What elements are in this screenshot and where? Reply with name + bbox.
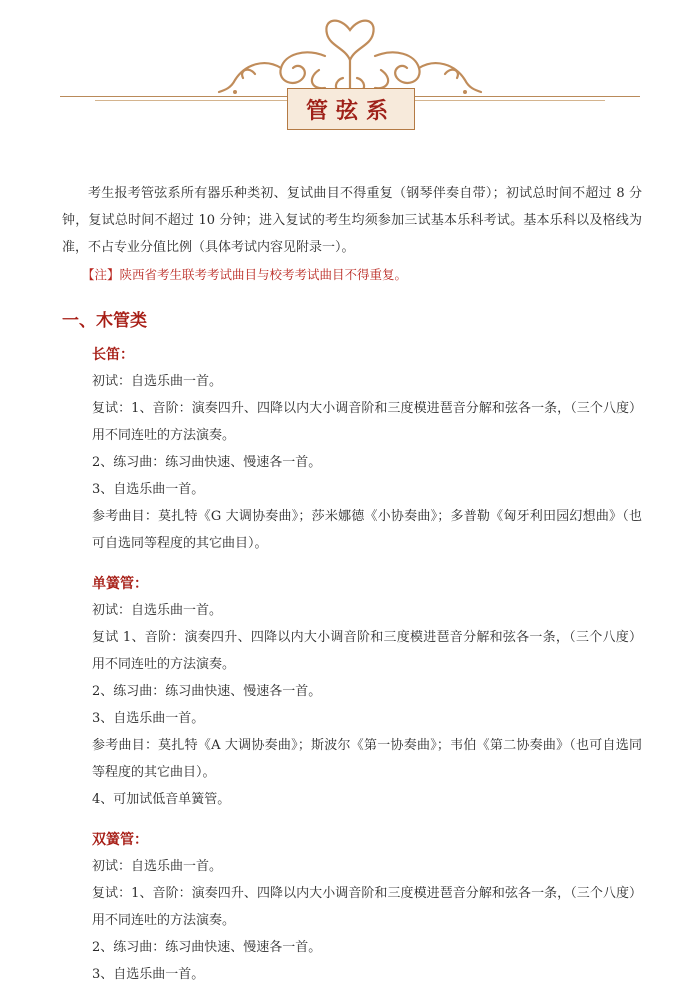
instrument-title-flute: 长笛： bbox=[92, 347, 134, 363]
instrument-title-oboe: 双簧管： bbox=[92, 832, 148, 848]
clarinet-line: 4、可加试低音单簧管。 bbox=[92, 792, 231, 807]
page-title: 管弦系 bbox=[305, 97, 396, 124]
oboe-line: 复试：1、音阶：演奏四升、四降以内大小调音阶和三度模进琶音分解和弦各一条，（三个八度）用不同连吐的方法演奏。 bbox=[92, 886, 642, 928]
flute-line: 复试：1、音阶：演奏四升、四降以内大小调音阶和三度模进琶音分解和弦各一条，（三个八度）用不同连吐的方法演奏。 bbox=[92, 401, 642, 443]
page-header bbox=[0, 0, 700, 140]
flute-line: 初试：自选乐曲一首。 bbox=[92, 374, 223, 389]
clarinet-line: 2、练习曲：练习曲快速、慢速各一首。 bbox=[92, 684, 322, 699]
section-title-woodwind: 一、木管类 bbox=[62, 311, 147, 331]
clarinet-line: 3、自选乐曲一首。 bbox=[92, 711, 205, 726]
title-banner bbox=[287, 88, 415, 130]
flute-line: 2、练习曲：练习曲快速、慢速各一首。 bbox=[92, 455, 322, 470]
clarinet-line: 复试 1、音阶：演奏四升、四降以内大小调音阶和三度模进琶音分解和弦各一条，（三个八度）用不同连吐的方法演奏。 bbox=[92, 630, 642, 672]
oboe-line: 初试：自选乐曲一首。 bbox=[92, 859, 223, 874]
flute-line: 参考曲目：莫扎特《G 大调协奏曲》；莎米娜德《小协奏曲》；多普勒《匈牙利田园幻想曲》（也可自选同等程度的其它曲目）。 bbox=[92, 509, 642, 551]
oboe-line: 3、自选乐曲一首。 bbox=[92, 967, 205, 982]
intro-paragraph: 考生报考管弦系所有器乐种类初、复试曲目不得重复（钢琴伴奏自带）；初试总时间不超过 8 分钟，复试总时间不超过 10 分钟；进入复试的考生均须参加三试基本乐科考试。基本乐科以及格线为准，不占专业分值比例（具体考试内容见附录一）。 bbox=[62, 186, 642, 255]
ornament-scroll-icon bbox=[215, 8, 485, 98]
clarinet-line: 初试：自选乐曲一首。 bbox=[92, 603, 223, 618]
flute-line: 3、自选乐曲一首。 bbox=[92, 482, 205, 497]
document-body bbox=[62, 180, 642, 988]
note-line bbox=[62, 261, 642, 288]
oboe-line: 2、练习曲：练习曲快速、慢速各一首。 bbox=[92, 940, 322, 955]
note-tag: 【注】 bbox=[82, 267, 120, 282]
clarinet-line: 参考曲目：莫扎特《A 大调协奏曲》；斯波尔《第一协奏曲》；韦伯《第二协奏曲》（也可自选同等程度的其它曲目）。 bbox=[92, 738, 642, 780]
instrument-title-clarinet: 单簧管： bbox=[92, 576, 148, 592]
note-text: 陕西省考生联考考试曲目与校考考试曲目不得重复。 bbox=[119, 267, 408, 282]
